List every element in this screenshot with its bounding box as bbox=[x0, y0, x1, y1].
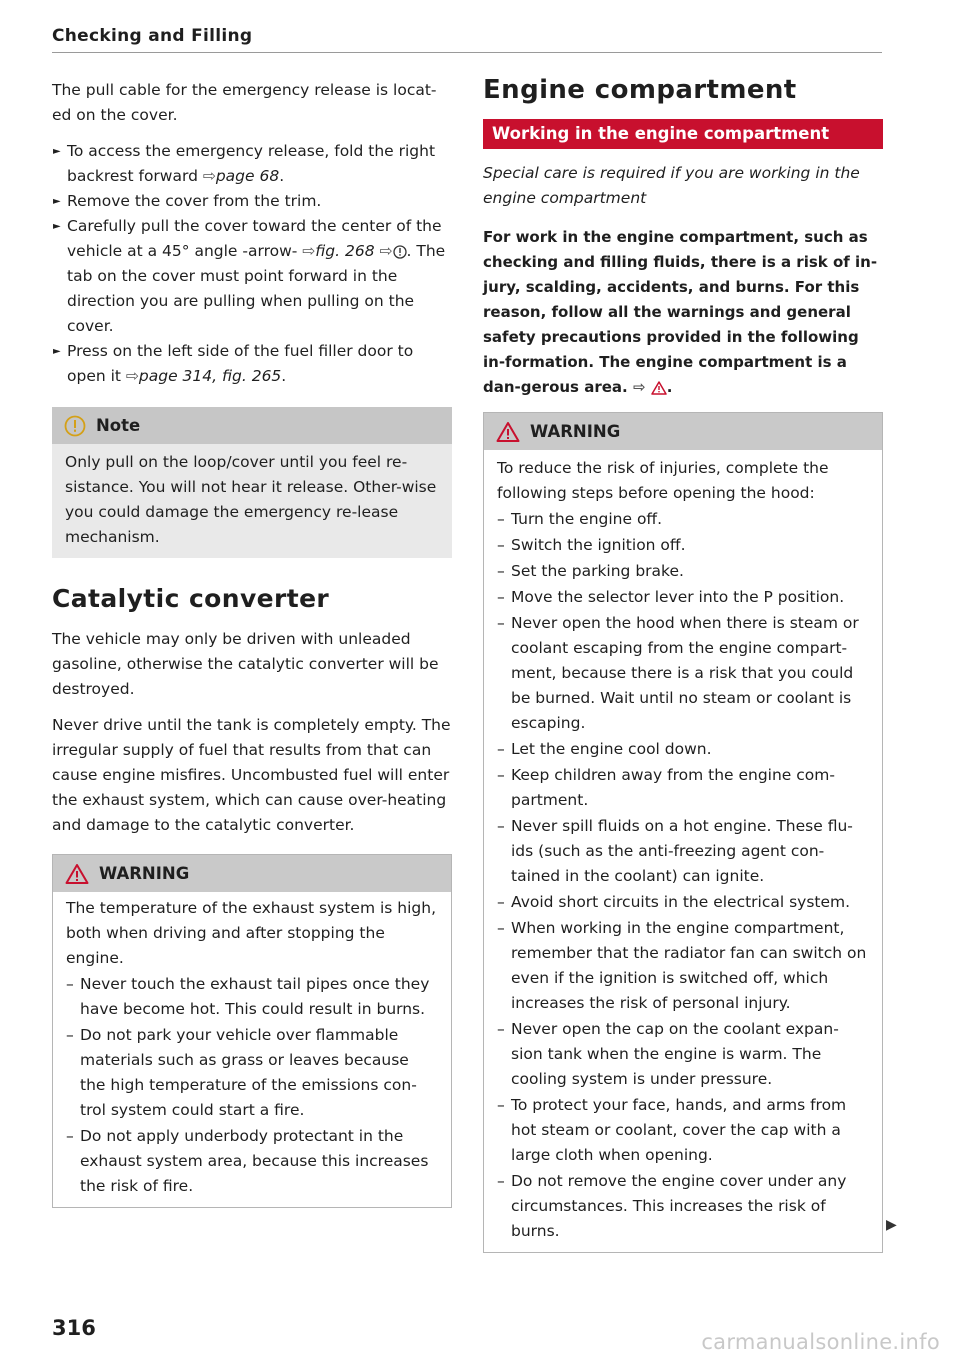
warning-body bbox=[484, 450, 882, 1252]
triangle-bullet-icon: ► bbox=[53, 196, 61, 207]
warning-list-item: – Let the engine cool down. bbox=[497, 740, 712, 758]
warning-list-item: – Do not park your vehicle over flammable materials such as grass or leaves because the high temperature of the emissions con-trol system could start a fire. bbox=[66, 1026, 417, 1119]
warning-intro: To reduce the risk of injuries, complete the following steps before opening the hood: bbox=[497, 459, 829, 502]
step-item: ► To access the emergency release, fold the right backrest forward ⇨page 68. bbox=[52, 139, 452, 189]
intro-paragraph: The pull cable for the emergency release is locat-ed on the cover. bbox=[52, 81, 437, 124]
note-text: Only pull on the loop/cover until you feel re-sistance. You will not hear it release. Other-wise you could damage the emergency re-lease mechanism. bbox=[65, 453, 437, 546]
header-rule bbox=[52, 52, 882, 53]
warning-list-item: – Move the selector lever into the P position. bbox=[497, 588, 845, 606]
triangle-bullet-icon: ► bbox=[53, 146, 61, 157]
warning-list-item: – Turn the engine off. bbox=[497, 510, 663, 528]
arrow-ref-icon: ⇨ bbox=[125, 367, 139, 385]
warning-box-engine bbox=[483, 412, 883, 1253]
warning-list-item: – Set the parking brake. bbox=[497, 562, 684, 580]
warning-list-item: – To protect your face, hands, and arms from hot steam or coolant, cover the cap with a large cloth when opening. bbox=[497, 1096, 847, 1164]
warning-box-exhaust bbox=[52, 854, 452, 1208]
warning-list-item: – Do not apply underbody protectant in the exhaust system area, because this increases the risk of fire. bbox=[66, 1127, 429, 1195]
note-header bbox=[52, 407, 452, 444]
step-item: ► Press on the left side of the fuel filler door to open it ⇨page 314, fig. 265. bbox=[52, 339, 452, 389]
warning-list-item: – Never spill fluids on a hot engine. These flu-ids (such as the anti-freezing agent con-tained in the coolant) can ignite. bbox=[497, 817, 853, 885]
warning-list-item: – When working in the engine compartment, remember that the radiator fan can switch on even if the ignition is switched off, which increases the risk of personal injury. bbox=[497, 919, 867, 1012]
continue-arrow-icon: ▶ bbox=[886, 1217, 897, 1233]
warning-intro: The temperature of the exhaust system is high, both when driving and after stopping the engine. bbox=[66, 899, 436, 967]
section-heading-catalytic: Catalytic converter bbox=[52, 584, 330, 613]
page-reference-link[interactable]: page 314, fig. 265 bbox=[138, 367, 282, 385]
warning-title: WARNING bbox=[99, 864, 190, 883]
subsection-banner: Working in the engine compartment bbox=[483, 119, 883, 149]
page-header-title: Checking and Filling bbox=[52, 26, 253, 46]
warning-triangle-icon bbox=[651, 381, 667, 395]
note-body bbox=[52, 444, 452, 558]
warning-list-item: – Keep children away from the engine com-partment. bbox=[497, 766, 835, 809]
figure-reference-link[interactable]: fig. 268 bbox=[315, 242, 375, 260]
triangle-bullet-icon: ► bbox=[53, 346, 61, 357]
warning-triangle-icon bbox=[65, 863, 89, 885]
section-heading-engine: Engine compartment bbox=[483, 75, 797, 105]
step-item: ► Carefully pull the cover toward the center of the vehicle at a 45° angle -arrow- ⇨fig. 268 ⇨ . The tab on the cover must point forward in the direction you are pulling when pulling on the cover. bbox=[52, 214, 452, 339]
italic-intro: Special care is required if you are working in the engine compartment bbox=[483, 164, 860, 207]
warning-list-item: – Never open the cap on the coolant expan-sion tank when the engine is warm. The cooling system is under pressure. bbox=[497, 1020, 839, 1088]
warning-list-item: – Never open the hood when there is steam or coolant escaping from the engine compart-ment, because there is a risk that you could be burned. Wait until no steam or coolant is escaping. bbox=[497, 614, 859, 732]
left-column bbox=[52, 78, 452, 1208]
warning-triangle-icon bbox=[496, 421, 520, 443]
page-number: 316 bbox=[52, 1316, 96, 1340]
right-column bbox=[483, 75, 883, 1253]
arrow-ref-icon: ⇨ bbox=[302, 242, 316, 260]
note-circle-icon bbox=[64, 415, 86, 437]
bold-safety-paragraph: For work in the engine compartment, such as checking and filling fluids, there is a risk of in-jury, scalding, accidents, and burns. For this reason, follow all the warnings and general safety precautions provided in the following in-formation. The engine compartment is a dan-gerous area. ⇨ . bbox=[483, 228, 878, 396]
warning-list-item: – Switch the ignition off. bbox=[497, 536, 686, 554]
warning-header bbox=[53, 855, 451, 892]
arrow-ref-icon: ⇨ bbox=[632, 378, 646, 396]
warning-list-item: – Avoid short circuits in the electrical system. bbox=[497, 893, 851, 911]
step-item: ► Remove the cover from the trim. bbox=[52, 189, 452, 214]
warning-list-item: – Never touch the exhaust tail pipes once they have become hot. This could result in burns. bbox=[66, 975, 430, 1018]
watermark: carmanualsonline.info bbox=[701, 1330, 940, 1354]
warning-title: WARNING bbox=[530, 422, 621, 441]
warning-body bbox=[53, 892, 451, 1207]
note-circle-icon bbox=[393, 245, 407, 259]
note-title: Note bbox=[96, 416, 141, 435]
catalytic-paragraph-1: The vehicle may only be driven with unleaded gasoline, otherwise the catalytic converter will be destroyed. bbox=[52, 630, 439, 698]
warning-header bbox=[484, 413, 882, 450]
arrow-ref-icon: ⇨ bbox=[202, 167, 216, 185]
catalytic-paragraph-2: Never drive until the tank is completely empty. The irregular supply of fuel that results from that can cause engine misfires. Uncombusted fuel will enter the exhaust system, which can cause over-heating and damage to the catalytic converter. bbox=[52, 716, 451, 834]
note-box bbox=[52, 407, 452, 558]
arrow-ref-icon: ⇨ bbox=[379, 242, 393, 260]
triangle-bullet-icon: ► bbox=[53, 221, 61, 232]
warning-list-item: – Do not remove the engine cover under any circumstances. This increases the risk of burns. bbox=[497, 1172, 847, 1240]
page-reference-link[interactable]: page 68 bbox=[215, 167, 280, 185]
